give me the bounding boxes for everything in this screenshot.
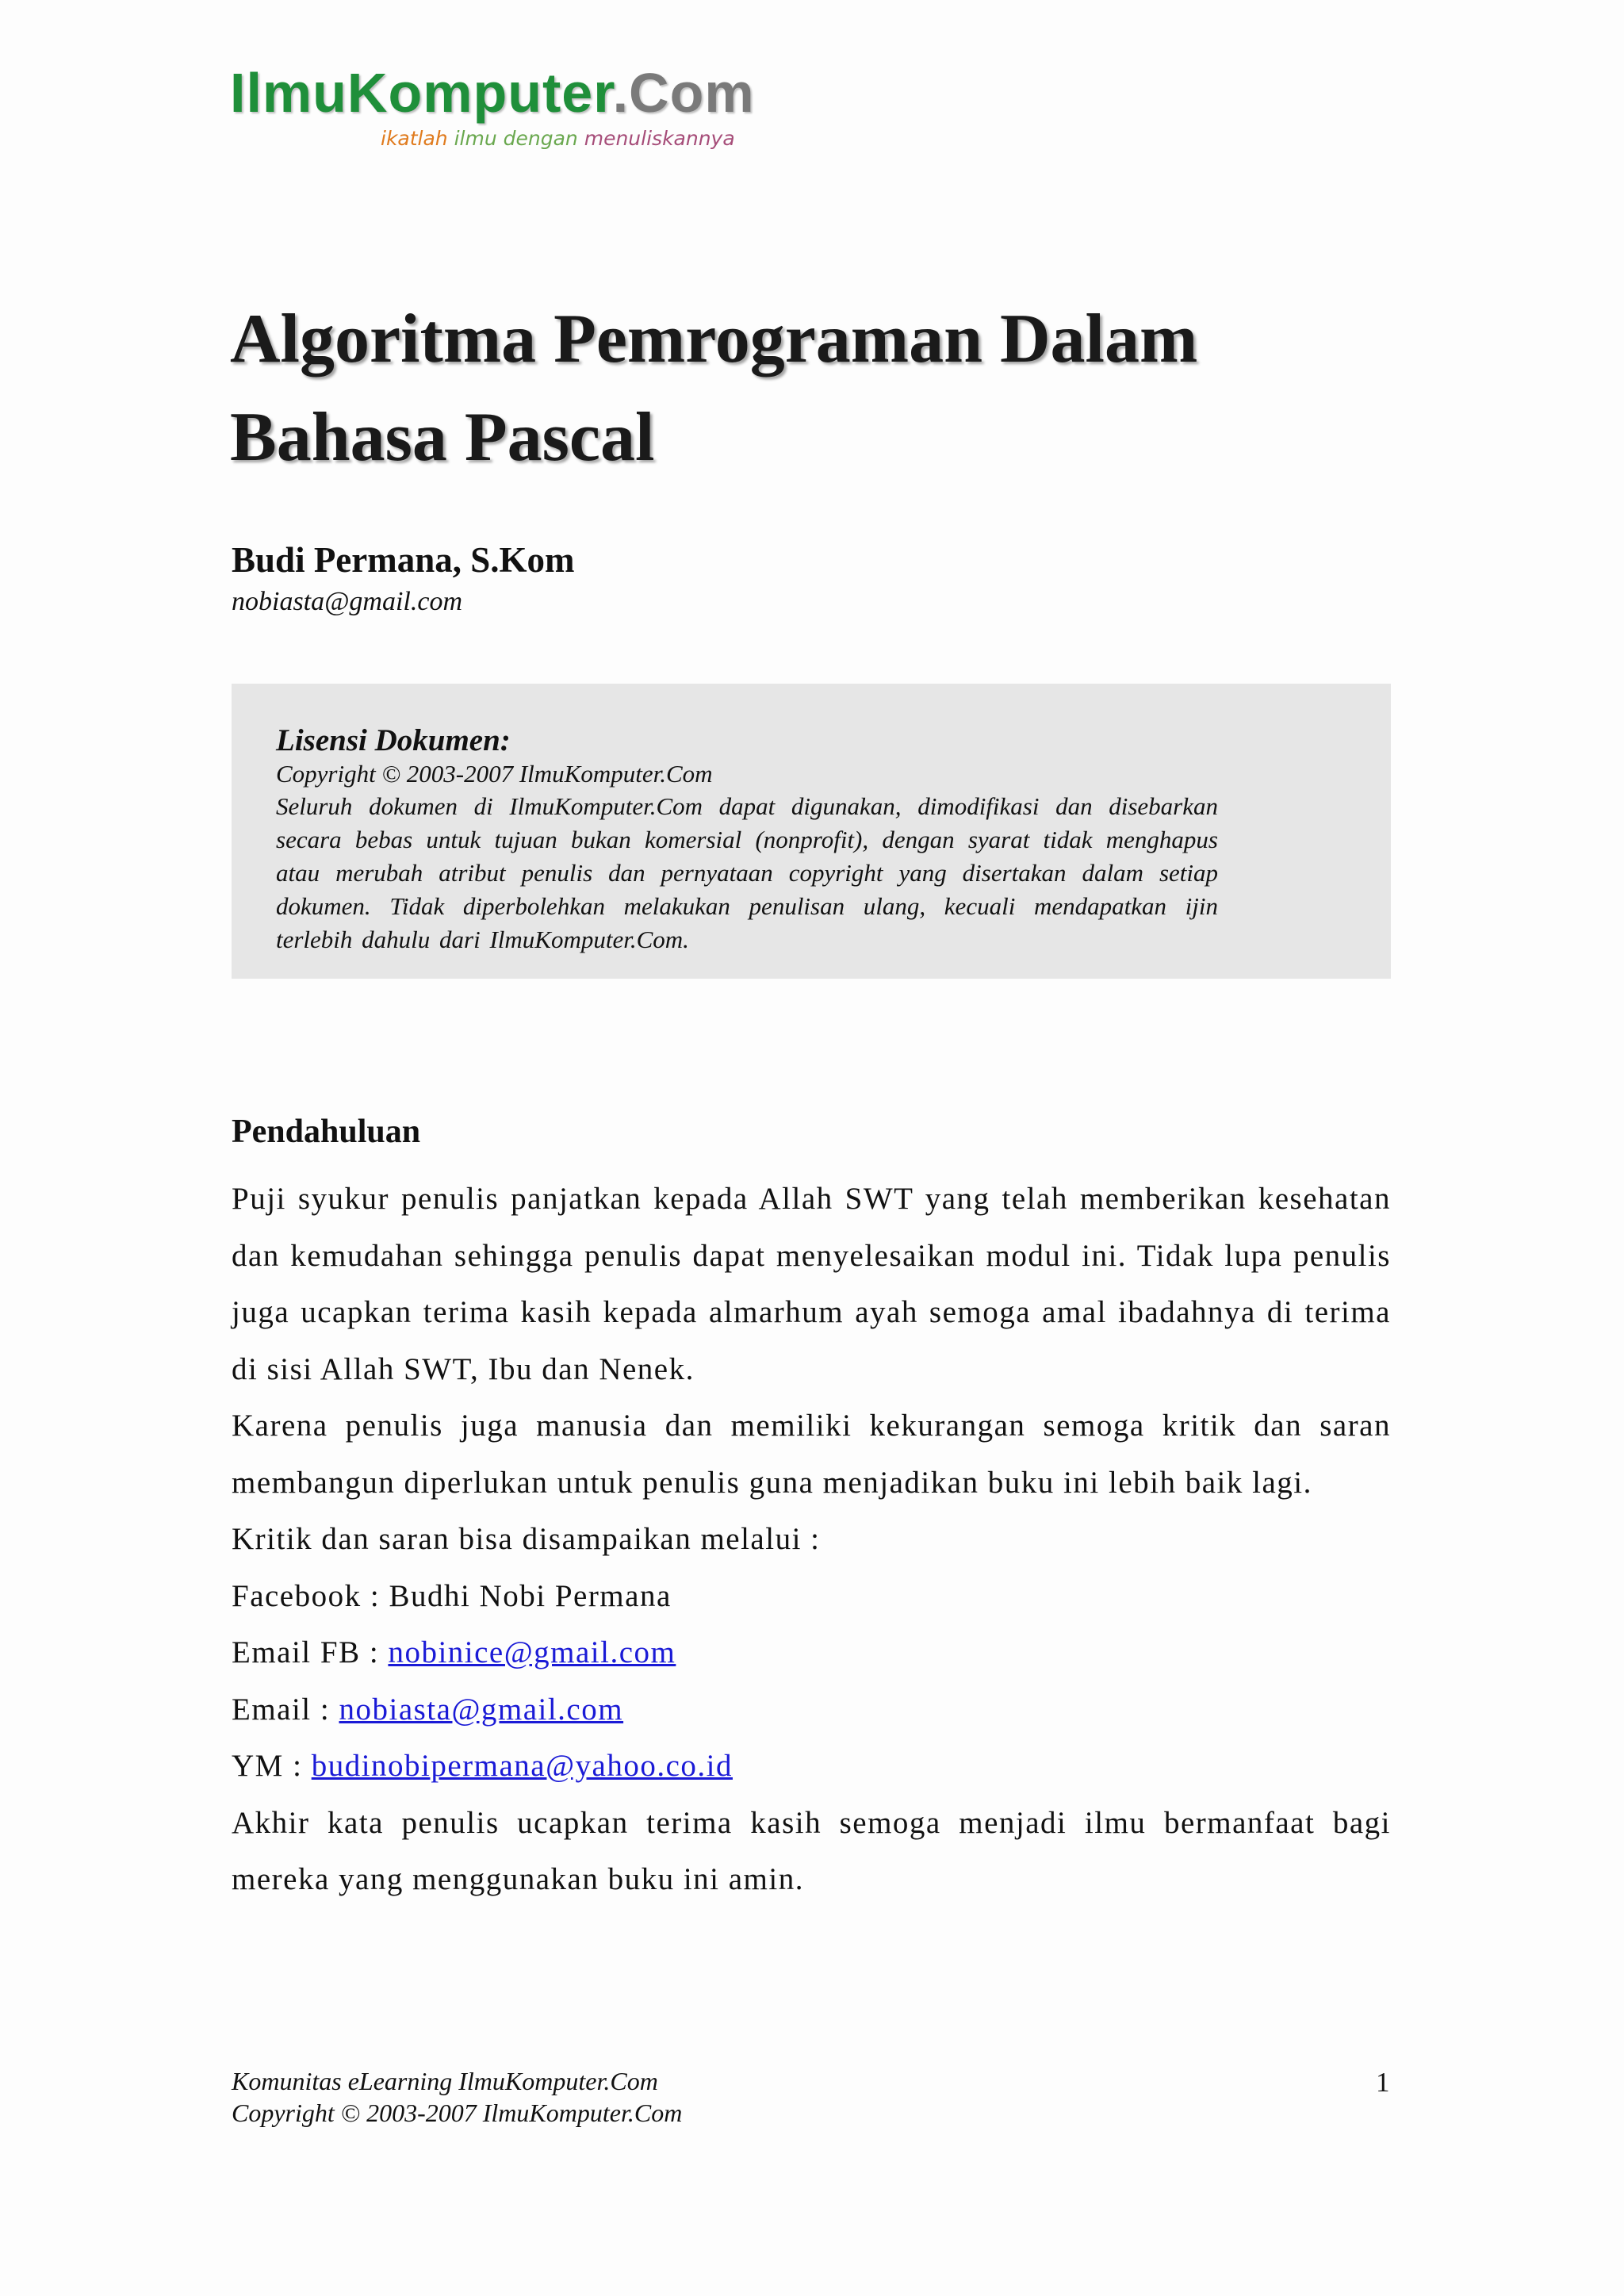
license-text: Seluruh dokumen di IlmuKomputer.Com dapat digunakan, dimodifikasi dan disebarkan secara bebas untuk tujuan bukan komersial (nonprofit), dengan syarat tidak menghapus atau merubah atribut penulis dan pernyataan copyright yang disertakan dalam setiap dokumen. Tidak diperbolehkan melakukan penulisan ulang, kecuali mendapatkan ijin terlebih dahulu dari IlmuKomputer.Com.: [276, 792, 1218, 953]
contact-email-fb: [232, 1624, 1391, 1681]
logo-tagline-part-2: ilmu dengan: [447, 127, 578, 150]
email-link[interactable]: nobiasta@gmail.com: [339, 1692, 624, 1727]
logo-tagline-part-3: menuliskannya: [577, 127, 735, 150]
footer-copyright: Copyright © 2003-2007 IlmuKomputer.Com: [232, 2099, 683, 2127]
email-fb-label: Email FB :: [232, 1635, 389, 1669]
page-number: 1: [1376, 2067, 1390, 2098]
section-body: [232, 1171, 1391, 1908]
license-copyright: Copyright © 2003-2007 IlmuKomputer.Com: [276, 760, 713, 788]
site-logo[interactable]: [230, 62, 755, 160]
contact-ym: [232, 1738, 1391, 1795]
contact-facebook: [232, 1568, 1391, 1625]
ym-label: YM :: [232, 1749, 312, 1783]
email-label: Email :: [232, 1692, 339, 1727]
logo-suffix: .Com: [612, 62, 755, 124]
ym-link[interactable]: budinobipermana@yahoo.co.id: [311, 1749, 733, 1783]
license-box: [232, 684, 1391, 979]
intro-paragraph: Puji syukur penulis panjatkan kepada Allah SWT yang telah memberikan kesehatan dan kemudahan sehingga penulis dapat menyelesaikan modul ini. Tidak lupa penulis juga ucapkan terima kasih kepada almarhum ayah semoga amal ibadahnya di terima di sisi Allah SWT, Ibu dan Nenek.: [232, 1182, 1391, 1386]
facebook-value: Budhi Nobi Permana: [389, 1578, 672, 1613]
author-email: nobiasta@gmail.com: [232, 587, 462, 616]
author-name: Budi Permana, S.Kom: [232, 540, 575, 580]
logo-main-text: IlmuKomputer: [230, 62, 613, 124]
license-title: Lisensi Dokumen:: [276, 723, 511, 757]
license-content: [276, 723, 1218, 956]
request-paragraph: Karena penulis juga manusia dan memiliki kekurangan semoga kritik dan saran membangun diperlukan untuk penulis guna menjadikan buku ini lebih baik lagi.: [232, 1409, 1391, 1500]
facebook-label: Facebook :: [232, 1578, 389, 1613]
document-title: Algoritma Pemrograman Dalam Bahasa Pascal: [230, 301, 1198, 476]
contact-email: [232, 1681, 1391, 1738]
logo-tagline-part-1: ikatlah: [381, 127, 448, 150]
closing-paragraph: Akhir kata penulis ucapkan terima kasih semoga menjadi ilmu bermanfaat bagi mereka yang menggunakan buku ini amin.: [232, 1805, 1391, 1896]
logo-wordmark: [230, 62, 755, 124]
footer-community: Komunitas eLearning IlmuKomputer.Com: [232, 2067, 658, 2095]
section-heading: Pendahuluan: [232, 1114, 421, 1150]
page-footer: [232, 2065, 682, 2129]
contact-intro: Kritik dan saran bisa disampaikan melalui :: [232, 1522, 821, 1556]
email-fb-link[interactable]: nobinice@gmail.com: [388, 1635, 676, 1669]
logo-tagline: [381, 127, 735, 150]
